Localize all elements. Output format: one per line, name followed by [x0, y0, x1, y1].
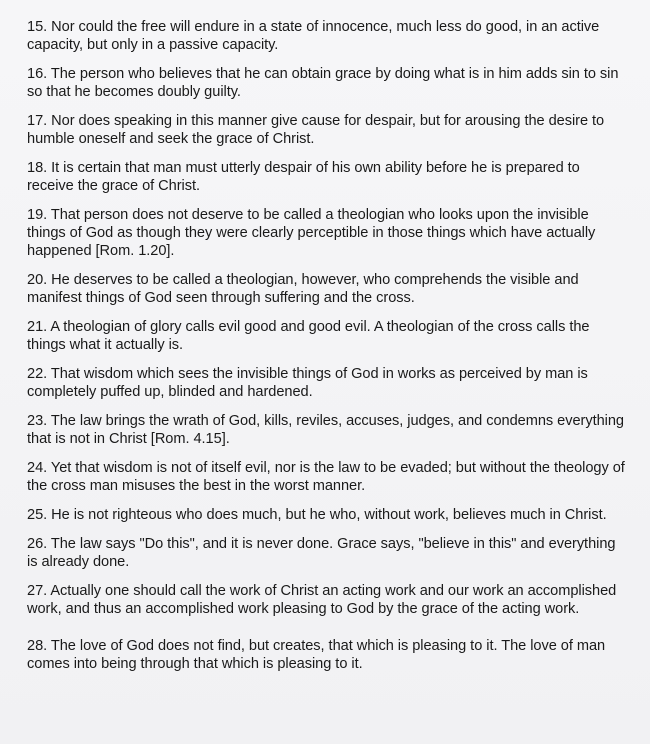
thesis-25: 25. He is not righteous who does much, but he who, without work, believes much in Christ. — [27, 507, 607, 523]
thesis-27: 27. Actually one should call the work of Christ an acting work and our work an accomplished work, and thus an accomplished work pleasing to God by the grace of the acting work. — [27, 583, 617, 617]
thesis-22: 22. That wisdom which sees the invisible things of God in works as perceived by man is completely puffed up, blinded and hardened. — [27, 366, 588, 400]
thesis-19: 19. That person does not deserve to be called a theologian who looks upon the invisible things of God as though they were clearly perceptible in those things which have actually happened [Rom. 1.20]. — [27, 207, 596, 259]
thesis-17: 17. Nor does speaking in this manner give cause for despair, but for arousing the desire to humble oneself and seek the grace of Christ. — [27, 113, 605, 147]
thesis-21: 21. A theologian of glory calls evil good and good evil. A theologian of the cross calls the things what it actually is. — [27, 319, 590, 353]
thesis-16: 16. The person who believes that he can obtain grace by doing what is in him adds sin to sin so that he becomes doubly guilty. — [27, 66, 619, 100]
thesis-18: 18. It is certain that man must utterly despair of his own ability before he is prepared to receive the grace of Christ. — [27, 160, 580, 194]
thesis-15: 15. Nor could the free will endure in a state of innocence, much less do good, in an active capacity, but only in a passive capacity. — [27, 19, 600, 53]
thesis-24: 24. Yet that wisdom is not of itself evil, nor is the law to be evaded; but without the theology of the cross man misuses the best in the worst manner. — [27, 460, 625, 494]
thesis-28: 28. The love of God does not find, but creates, that which is pleasing to it. The love of man comes into being through that which is pleasing to it. — [27, 638, 606, 672]
thesis-23: 23. The law brings the wrath of God, kills, reviles, accuses, judges, and condemns everything that is not in Christ [Rom. 4.15]. — [27, 413, 624, 447]
thesis-20: 20. He deserves to be called a theologian, however, who comprehends the visible and manifest things of God seen through suffering and the cross. — [27, 272, 579, 306]
thesis-26: 26. The law says "Do this", and it is never done. Grace says, "believe in this" and everything is already done. — [27, 536, 616, 570]
